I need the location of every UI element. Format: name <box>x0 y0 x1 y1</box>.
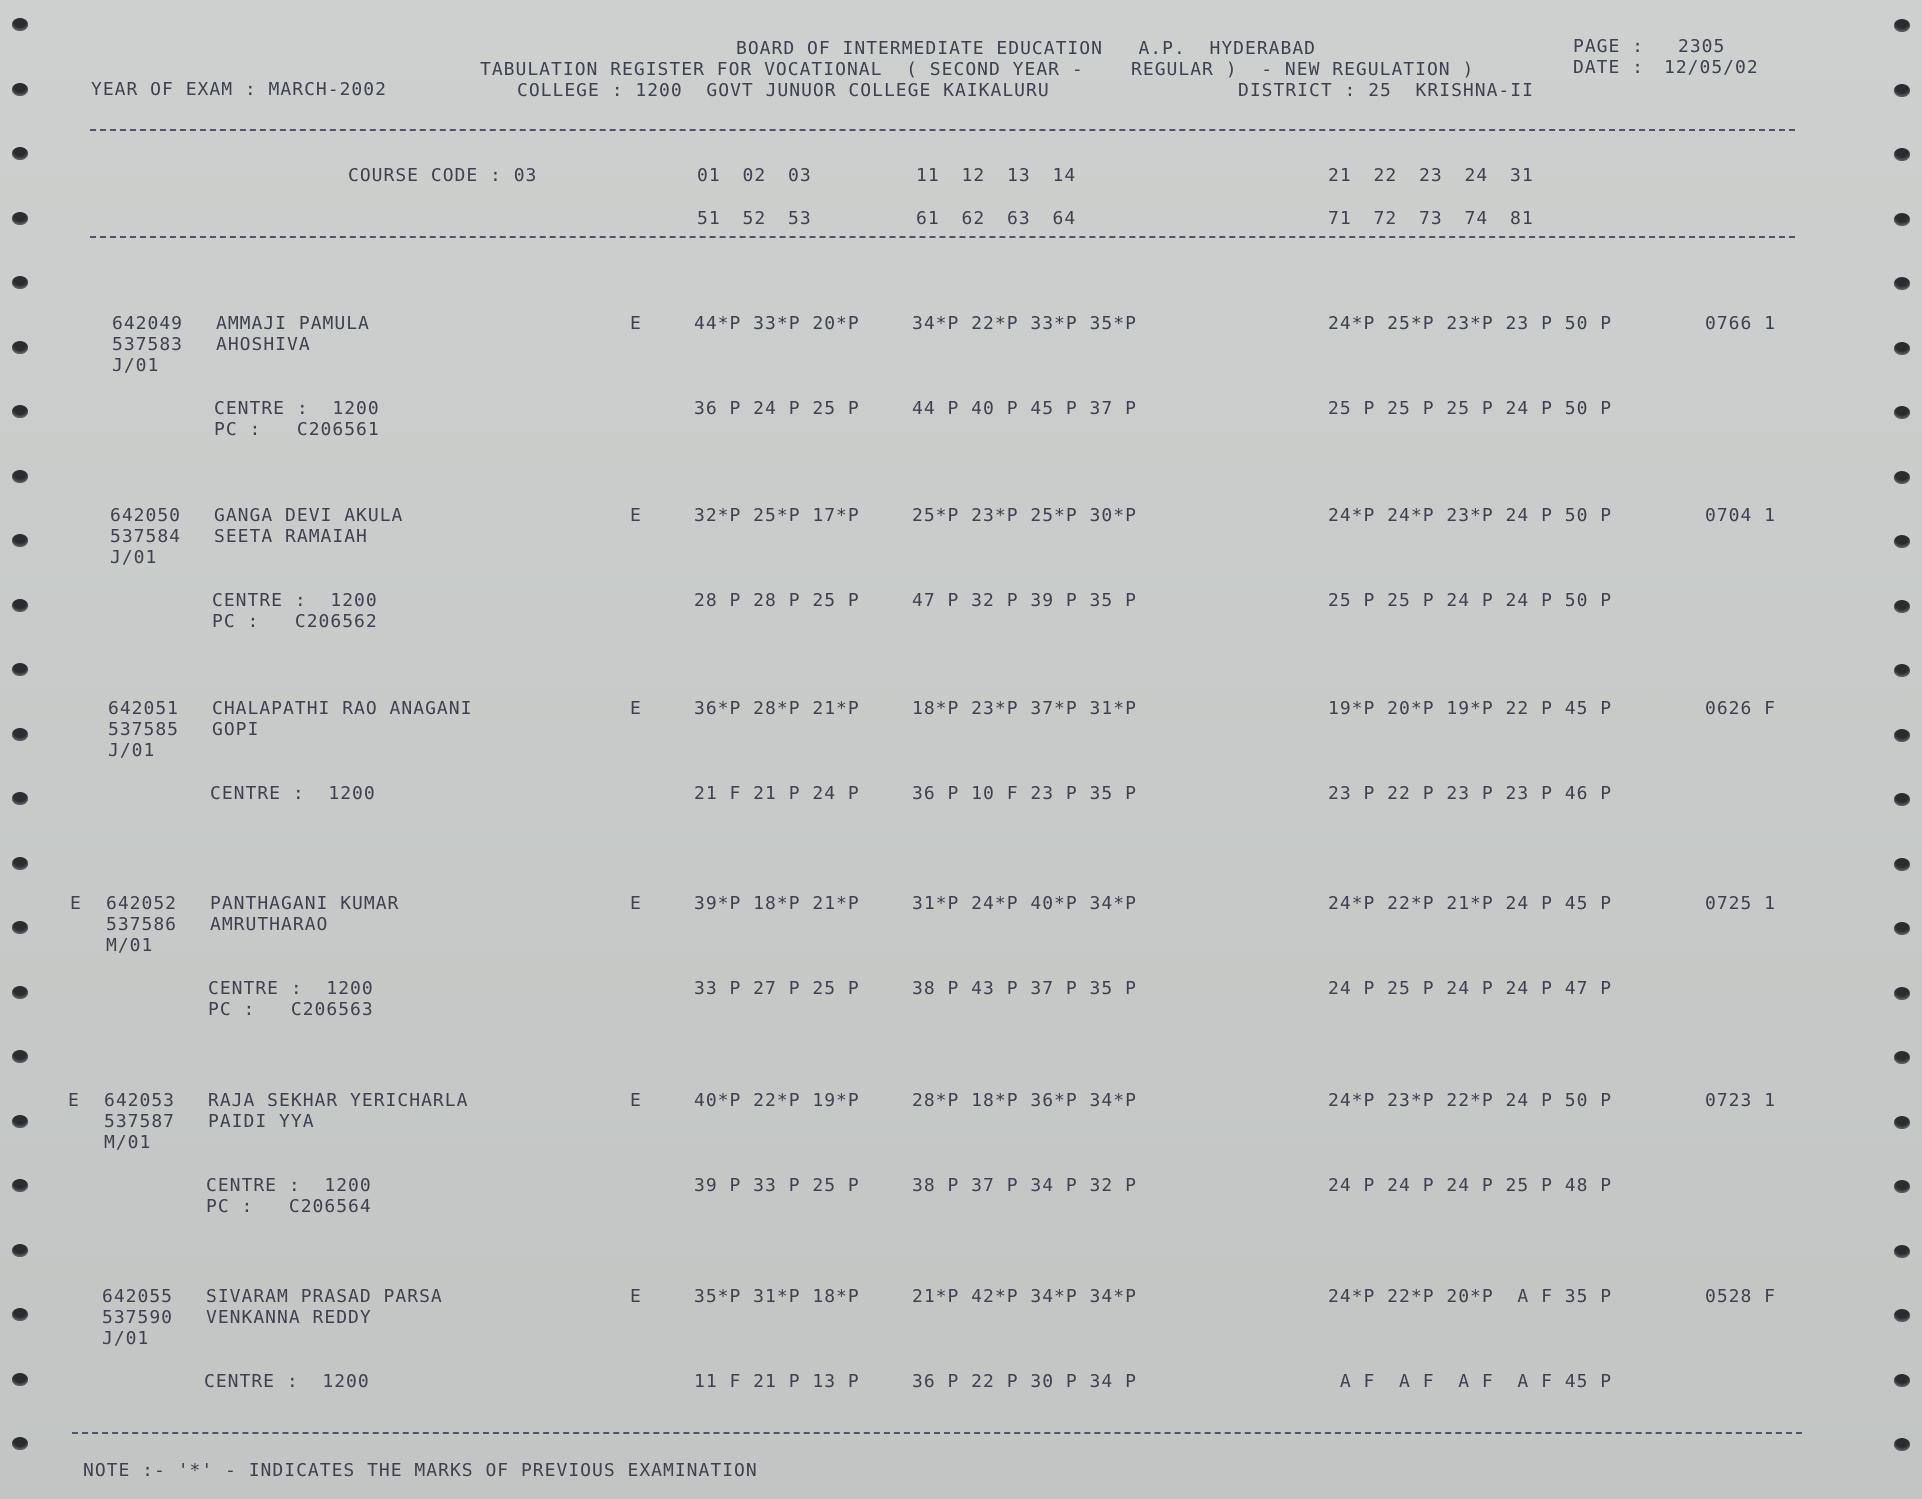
total-result: 0725 1 <box>1705 893 1777 914</box>
marks-previous-group-a: 33 P 27 P 25 P <box>694 978 860 999</box>
total-result: 0704 1 <box>1705 505 1777 526</box>
hall-ticket-number: 537584 <box>110 526 182 547</box>
student-name: GANGA DEVI AKULA <box>214 505 404 526</box>
page-number: 2305 <box>1678 36 1726 57</box>
marks-current-group-a: 32*P 25*P 17*P <box>694 505 860 526</box>
group-code: J/01 <box>102 1328 150 1349</box>
marks-current-group-a: 39*P 18*P 21*P <box>694 893 860 914</box>
codes-row1-b: 11 12 13 14 <box>916 165 1077 186</box>
marks-current-group-c: 24*P 22*P 21*P 24 P 45 P <box>1328 893 1613 914</box>
marks-current-group-c: 24*P 22*P 20*P A F 35 P <box>1328 1286 1613 1307</box>
page-label: PAGE : <box>1573 36 1645 57</box>
marks-current-group-c: 19*P 20*P 19*P 22 P 45 P <box>1328 698 1613 719</box>
marks-previous-group-b: 38 P 43 P 37 P 35 P <box>912 978 1137 999</box>
student-name: CHALAPATHI RAO ANAGANI <box>212 698 473 719</box>
marks-previous-group-c: 24 P 25 P 24 P 24 P 47 P <box>1328 978 1613 999</box>
student-record <box>0 505 1922 665</box>
father-name: AMRUTHARAO <box>210 914 329 935</box>
sprocket-hole <box>12 857 28 870</box>
marks-current-group-c: 24*P 24*P 23*P 24 P 50 P <box>1328 505 1613 526</box>
marks-previous-group-a: 28 P 28 P 25 P <box>694 590 860 611</box>
student-record <box>0 698 1922 858</box>
student-name: RAJA SEKHAR YERICHARLA <box>208 1090 469 1111</box>
student-name: SIVARAM PRASAD PARSA <box>206 1286 443 1307</box>
roll-number: 642051 <box>108 698 180 719</box>
sprocket-hole <box>12 276 28 289</box>
hall-ticket-number: 537583 <box>112 334 184 355</box>
centre-code: CENTRE : 1200 <box>204 1371 370 1392</box>
marks-current-group-b: 25*P 23*P 25*P 30*P <box>912 505 1137 526</box>
marks-current-group-a: 36*P 28*P 21*P <box>694 698 860 719</box>
medium: E <box>630 313 642 334</box>
sprocket-hole <box>1894 148 1910 161</box>
marks-previous-group-b: 36 P 10 F 23 P 35 P <box>912 783 1137 804</box>
header-rule <box>90 129 1795 131</box>
medium: E <box>630 1090 642 1111</box>
marks-current-group-c: 24*P 23*P 22*P 24 P 50 P <box>1328 1090 1613 1111</box>
marks-previous-group-c: 25 P 25 P 25 P 24 P 50 P <box>1328 398 1613 419</box>
total-result: 0766 1 <box>1705 313 1777 334</box>
column-header-rule <box>90 236 1795 238</box>
marks-current-group-a: 40*P 22*P 19*P <box>694 1090 860 1111</box>
student-record <box>0 893 1922 1053</box>
hall-ticket-number: 537590 <box>102 1307 174 1328</box>
board-title: BOARD OF INTERMEDIATE EDUCATION A.P. HYDERABAD <box>736 38 1317 59</box>
roll-number: 642053 <box>104 1090 176 1111</box>
marks-current-group-b: 18*P 23*P 37*P 31*P <box>912 698 1137 719</box>
father-name: GOPI <box>212 719 260 740</box>
footnote: NOTE :- '*' - INDICATES THE MARKS OF PREVIOUS EXAMINATION <box>83 1460 758 1481</box>
sprocket-hole <box>12 212 28 225</box>
student-record <box>0 1090 1922 1250</box>
student-name: AMMAJI PAMULA <box>216 313 370 334</box>
marks-previous-group-a: 21 F 21 P 24 P <box>694 783 860 804</box>
marks-previous-group-b: 44 P 40 P 45 P 37 P <box>912 398 1137 419</box>
medium: E <box>630 1286 642 1307</box>
group-code: M/01 <box>106 935 154 956</box>
college-line: COLLEGE : 1200 GOVT JUNUOR COLLEGE KAIKALURU <box>517 80 1050 101</box>
group-code: J/01 <box>110 547 158 568</box>
father-name: PAIDI YYA <box>208 1111 315 1132</box>
marks-previous-group-c: 24 P 24 P 24 P 25 P 48 P <box>1328 1175 1613 1196</box>
father-name: AHOSHIVA <box>216 334 311 355</box>
sprocket-hole <box>1894 19 1910 32</box>
sprocket-hole <box>12 83 28 96</box>
course-code: COURSE CODE : 03 <box>348 165 538 186</box>
codes-row2-a: 51 52 53 <box>697 208 812 229</box>
sprocket-hole <box>12 147 28 160</box>
medium: E <box>630 505 642 526</box>
marks-previous-group-c: A F A F A F A F 45 P <box>1328 1371 1613 1392</box>
sprocket-hole <box>1894 213 1910 226</box>
medium: E <box>630 698 642 719</box>
marks-current-group-a: 35*P 31*P 18*P <box>694 1286 860 1307</box>
sprocket-hole <box>12 18 28 31</box>
codes-row2-c: 71 72 73 74 81 <box>1328 208 1534 229</box>
group-code: M/01 <box>104 1132 152 1153</box>
sprocket-hole <box>1894 277 1910 290</box>
hall-ticket-number: 537587 <box>104 1111 176 1132</box>
record-prefix: E <box>68 1090 80 1111</box>
district-line: DISTRICT : 25 KRISHNA-II <box>1238 80 1534 101</box>
total-result: 0626 F <box>1705 698 1777 719</box>
marks-previous-group-b: 47 P 32 P 39 P 35 P <box>912 590 1137 611</box>
total-result: 0528 F <box>1705 1286 1777 1307</box>
centre-code: CENTRE : 1200 <box>210 783 376 804</box>
centre-code: CENTRE : 1200 <box>212 590 378 611</box>
register-title: TABULATION REGISTER FOR VOCATIONAL ( SECOND YEAR - REGULAR ) - NEW REGULATION ) <box>480 59 1475 80</box>
roll-number: 642049 <box>112 313 184 334</box>
pc-code: PC : C206563 <box>208 999 374 1020</box>
marks-current-group-b: 28*P 18*P 36*P 34*P <box>912 1090 1137 1111</box>
pc-code: PC : C206564 <box>206 1196 372 1217</box>
marks-previous-group-b: 36 P 22 P 30 P 34 P <box>912 1371 1137 1392</box>
marks-current-group-b: 34*P 22*P 33*P 35*P <box>912 313 1137 334</box>
codes-row2-b: 61 62 63 64 <box>916 208 1077 229</box>
student-name: PANTHAGANI KUMAR <box>210 893 400 914</box>
marks-previous-group-a: 36 P 24 P 25 P <box>694 398 860 419</box>
pc-code: PC : C206562 <box>212 611 378 632</box>
hall-ticket-number: 537586 <box>106 914 178 935</box>
group-code: J/01 <box>108 740 156 761</box>
roll-number: 642055 <box>102 1286 174 1307</box>
centre-code: CENTRE : 1200 <box>208 978 374 999</box>
roll-number: 642052 <box>106 893 178 914</box>
marks-previous-group-a: 39 P 33 P 25 P <box>694 1175 860 1196</box>
medium: E <box>630 893 642 914</box>
sprocket-hole <box>1894 664 1910 677</box>
sprocket-hole <box>1894 858 1910 871</box>
record-prefix: E <box>70 893 82 914</box>
total-result: 0723 1 <box>1705 1090 1777 1111</box>
codes-row1-a: 01 02 03 <box>697 165 812 186</box>
marks-previous-group-b: 38 P 37 P 34 P 32 P <box>912 1175 1137 1196</box>
print-date: 12/05/02 <box>1664 57 1759 78</box>
marks-previous-group-c: 25 P 25 P 24 P 24 P 50 P <box>1328 590 1613 611</box>
date-label: DATE : <box>1573 57 1645 78</box>
group-code: J/01 <box>112 355 160 376</box>
marks-current-group-b: 31*P 24*P 40*P 34*P <box>912 893 1137 914</box>
marks-previous-group-a: 11 F 21 P 13 P <box>694 1371 860 1392</box>
year-of-exam: YEAR OF EXAM : MARCH-2002 <box>91 79 387 100</box>
father-name: VENKANNA REDDY <box>206 1307 372 1328</box>
marks-current-group-a: 44*P 33*P 20*P <box>694 313 860 334</box>
centre-code: CENTRE : 1200 <box>214 398 380 419</box>
roll-number: 642050 <box>110 505 182 526</box>
pc-code: PC : C206561 <box>214 419 380 440</box>
codes-row1-c: 21 22 23 24 31 <box>1328 165 1534 186</box>
marks-current-group-c: 24*P 25*P 23*P 23 P 50 P <box>1328 313 1613 334</box>
student-record <box>0 1286 1922 1446</box>
student-record <box>0 313 1922 473</box>
sprocket-hole <box>1894 84 1910 97</box>
footer-rule <box>72 1432 1802 1434</box>
hall-ticket-number: 537585 <box>108 719 180 740</box>
father-name: SEETA RAMAIAH <box>214 526 368 547</box>
marks-previous-group-c: 23 P 22 P 23 P 23 P 46 P <box>1328 783 1613 804</box>
marks-current-group-b: 21*P 42*P 34*P 34*P <box>912 1286 1137 1307</box>
centre-code: CENTRE : 1200 <box>206 1175 372 1196</box>
